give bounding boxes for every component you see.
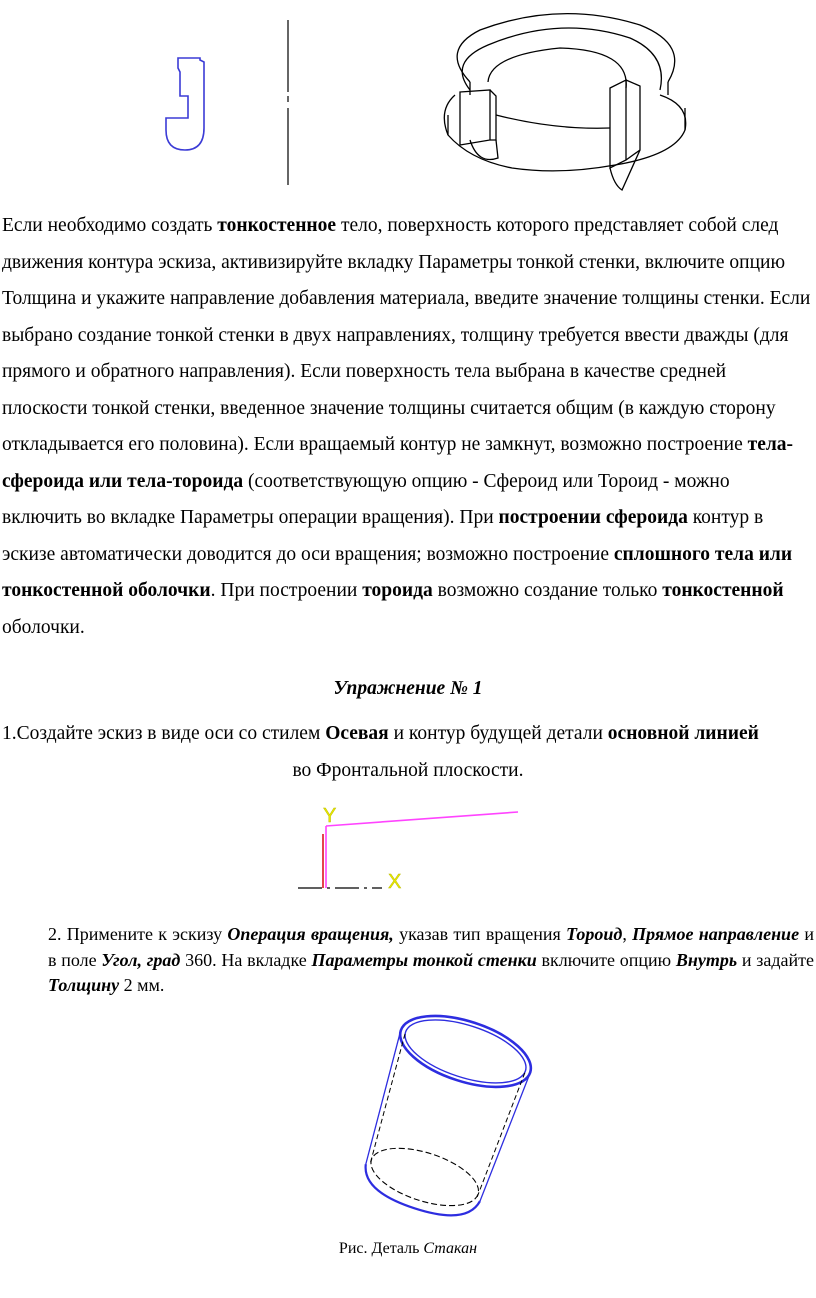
cup-bottom-outer	[357, 1164, 479, 1220]
text-run: во Фронтальной плоскости.	[292, 759, 524, 781]
text-run: и задайте	[737, 949, 815, 970]
term-thickness: Толщину	[48, 975, 120, 995]
bold-term-thin-walled-2: тонкостенной	[662, 580, 784, 601]
cup-rim-outer	[392, 1005, 540, 1101]
cup-bottom-inner	[364, 1137, 485, 1217]
text-run: 2 мм.	[119, 975, 165, 995]
cup-side-right	[480, 1072, 530, 1204]
bold-term-toroid: тороида	[362, 580, 433, 601]
figure-caption	[0, 1240, 816, 1258]
term-rotation-operation: Операция вращения,	[227, 924, 394, 944]
y-axis-label: Y	[323, 805, 337, 827]
caption-prefix: Рис. Деталь	[338, 1240, 424, 1257]
term-inward: Внутрь	[675, 949, 738, 970]
x-axis-label: X	[388, 871, 402, 893]
cup-figure	[330, 1005, 540, 1220]
bold-term-thin-walled: тонкостенное	[217, 215, 337, 236]
text-run: указав тип вращения	[393, 924, 567, 944]
text-run: и в поле	[48, 924, 814, 970]
main-paragraph	[2, 208, 814, 646]
text-run: и контур будущей детали	[388, 723, 608, 744]
text-run: 360. На вкладке	[180, 949, 312, 970]
step-2	[48, 922, 814, 999]
text-run: включите опцию	[536, 949, 676, 970]
text-run: Если необходимо создать	[2, 215, 218, 236]
term-thin-wall-params: Параметры тонкой стенки	[311, 949, 537, 970]
text-run: контур в эскизе автоматически доводится до оси вращения; возможно построение	[2, 507, 764, 565]
ring-body-3d	[444, 14, 685, 190]
bold-term-spheroid-construction: построении сфероида	[498, 507, 688, 528]
step-1	[2, 716, 814, 789]
text-run: 1.Создайте эскиз в виде оси со стилем	[2, 723, 326, 744]
text-run: тело, поверхность которого представляет собой след движения контура эскиза, активизируйте вкладку Параметры тонкой стенки, включите опцию Толщина и укажите направление добавления материала, введите значение толщины стенки. Если выбрано создание тонкой стенки в двух направлениях, толщину требуется ввести дважды (для прямого и обратного направления). Если поверхность тела выбрана в качестве средней плоскости тонкой стенки, введенное значение толщины считается общим (в каждую сторону откладывается его половина). Если вращаемый контур не замкнут, возможно построение	[2, 215, 811, 455]
sketch-sloped-line	[326, 812, 518, 826]
text-run: оболочки.	[2, 616, 85, 638]
top-figure	[0, 0, 816, 205]
j-profile-sketch	[166, 58, 204, 150]
bold-term-main-line: основной линией	[607, 723, 759, 744]
caption-part-name: Стакан	[423, 1240, 478, 1257]
text-run: (соответствующую опцию - Сфероид или Тороид - можно включить во вкладке Параметры операции вращения). При	[2, 470, 730, 528]
term-forward-direction: Прямое направление	[632, 924, 800, 944]
text-run: ,	[622, 924, 633, 944]
sketch-axis-figure	[290, 796, 530, 896]
text-run: возможно создание только	[432, 580, 663, 601]
bold-term-axial: Осевая	[325, 723, 389, 744]
exercise-title: Упражнение № 1	[333, 678, 483, 699]
term-toroid: Тороид	[566, 924, 623, 944]
term-angle-deg: Угол, град	[101, 949, 181, 970]
text-run: . При построении	[210, 580, 363, 601]
text-run: 2. Примените к эскизу	[48, 924, 228, 944]
bold-term-spheroid-toroid: тела-сфероида или тела-тороида	[2, 434, 794, 492]
bold-term-solid-or-shell: сплошного тела или тонкостенной оболочки	[2, 543, 793, 601]
